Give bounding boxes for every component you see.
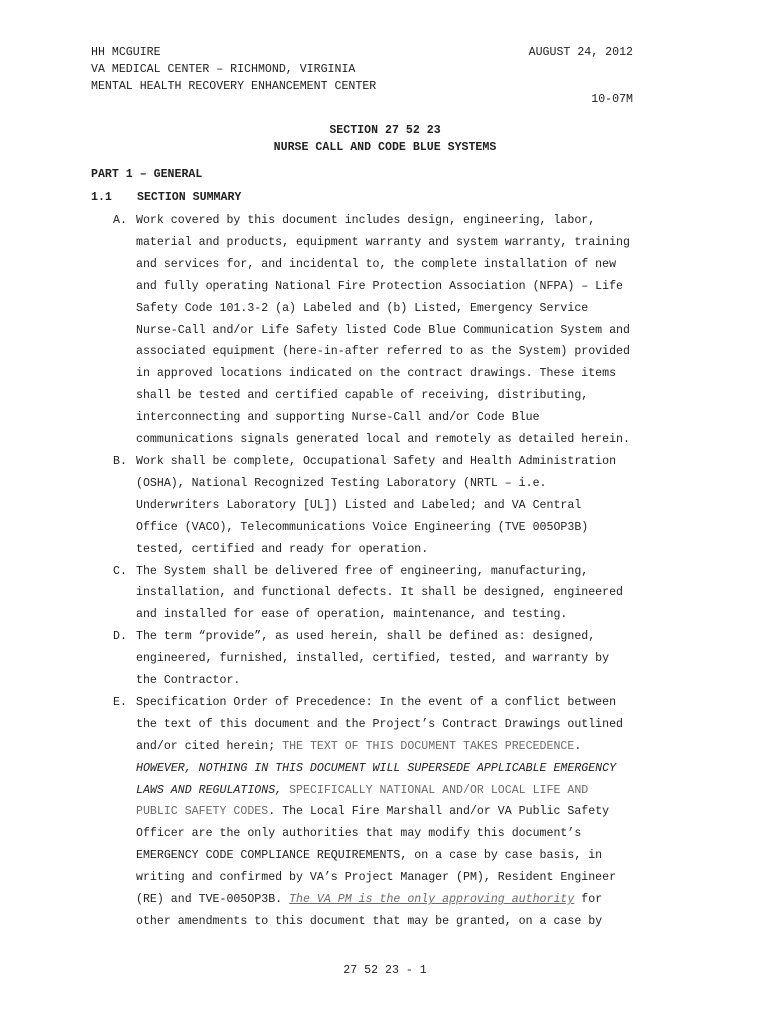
- item-text: [136, 692, 673, 933]
- item-letter: C.: [113, 564, 127, 578]
- item-e-text-3: . The Local Fire Marshall and/or VA Public Safety Officer are the only authorities that may modify this document’s EMERGENCY CODE COMPLIANCE REQUIREMENTS, on a case by case basis, in writing and confirmed by VA’s Project Manager (PM), Resident Engineer (RE) and TVE-005OP3B.: [136, 805, 617, 907]
- list-item-b: [113, 451, 673, 561]
- approving-authority-link[interactable]: The VA PM is the only approving authority: [289, 893, 575, 907]
- item-letter: A.: [113, 214, 127, 227]
- item-letter: D.: [113, 630, 127, 644]
- summary-title: SECTION SUMMARY: [137, 191, 242, 204]
- list-item-d: [113, 626, 673, 692]
- item-text: Work shall be complete, Occupational Safety and Health Administration (OSHA), National Recognized Testing Laboratory (NRTL – i.e. Underwriters Laboratory [UL]) Listed and Labeled; and VA Central Office (VACO), Telecommunications Voice Engineering (TVE 005OP3B) tested, certified and ready for operation.: [136, 454, 617, 556]
- safety-codes-statement: SPECIFICALLY NATIONAL AND/OR LOCAL LIFE AND PUBLIC SAFETY CODES: [136, 783, 589, 819]
- emergency-laws-statement: HOWEVER, NOTHING IN THIS DOCUMENT WILL SUPERSEDE APPLICABLE EMERGENCY LAWS AND REGULATIONS,: [136, 761, 617, 797]
- header-line-3: MENTAL HEALTH RECOVERY ENHANCEMENT CENTER: [91, 80, 377, 93]
- page-footer: 27 52 23 - 1: [343, 964, 427, 977]
- section-heading: [0, 122, 770, 156]
- item-letter: E.: [113, 695, 127, 709]
- list-item-a: [113, 210, 673, 451]
- summary-number: 1.1: [91, 191, 112, 204]
- section-title: NURSE CALL AND CODE BLUE SYSTEMS: [273, 141, 497, 154]
- document-header-left: [91, 44, 376, 95]
- item-e-text-1: Specification Order of Precedence: In the event of a conflict between the text of this document and the Project’s Contract Drawings outlined and/or cited herein;: [136, 695, 624, 753]
- part-heading: PART 1 – GENERAL: [91, 168, 203, 181]
- list-item-e: [113, 692, 673, 933]
- header-line-2: VA MEDICAL CENTER – RICHMOND, VIRGINIA: [91, 63, 356, 76]
- list-item-c: [113, 561, 673, 627]
- item-text: The term “provide”, as used herein, shall be defined as: designed, engineered, furnished, installed, certified, tested, and warranty by the Contractor.: [136, 630, 610, 688]
- item-letter: B.: [113, 454, 127, 468]
- item-text: Work covered by this document includes design, engineering, labor, material and products, equipment warranty and system warranty, training and services for, and incidental to, the complete installation of new and fully operating National Fire Protection Association (NFPA) – Life Safety Code 101.3-2 (a) Labeled and (b) Listed, Emergency Service Nurse-Call and/or Life Safety listed Code Blue Communication System and associated equipment (here-in-after referred to as the System) provided in approved locations indicated on the contract drawings. These items shall be tested and certified capable of receiving, distributing, interconnecting and supporting Nurse-Call and/or Code Blue communications signals generated local and remotely as detailed herein.: [136, 214, 630, 447]
- section-items: [113, 210, 673, 933]
- item-text: The System shall be delivered free of engineering, manufacturing, installation, and functional defects. It shall be designed, engineered and installed for ease of operation, maintenance, and testing.: [136, 564, 624, 622]
- header-project-code: 10-07M: [591, 93, 633, 106]
- header-line-1: HH MCGUIRE: [91, 46, 161, 59]
- precedence-statement: THE TEXT OF THIS DOCUMENT TAKES PRECEDENCE: [282, 739, 575, 753]
- item-e-text-2: .: [574, 739, 582, 753]
- item-e-text-4: for other amendments to this document that may be granted, on a case by: [136, 893, 603, 928]
- section-number: SECTION 27 52 23: [329, 124, 441, 137]
- header-date: AUGUST 24, 2012: [528, 46, 633, 59]
